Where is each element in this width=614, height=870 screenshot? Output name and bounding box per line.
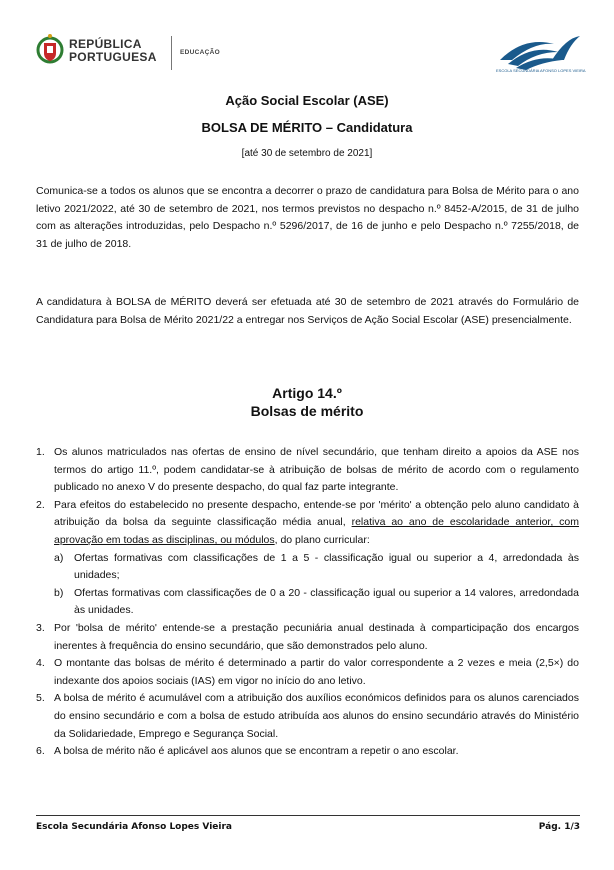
article-number: Artigo 14.º xyxy=(272,385,342,401)
header-divider xyxy=(171,36,172,70)
doc-deadline: [até 30 de setembro de 2021] xyxy=(241,148,373,159)
list-item: 1. Os alunos matriculados nas ofertas de ensino de nível secundário, que tenham direito a apoios da ASE nos termos do artigo 11.º, podem candidatar-se à atribuição de bolsas de mérito de acordo com o regulamento publicado no anexo V do presente despacho, do qual faz parte integrante. xyxy=(36,446,579,494)
list-item: 4. O montante das bolsas de mérito é determinado a partir do valor correspondente a 2 vezes e meia (2,5×) do indexante dos apoios sociais (IAS) em vigor no início do ano letivo. xyxy=(36,657,579,687)
sub-list-item: b) Ofertas formativas com classificações de 0 a 20 - classificação igual ou superior a 14 valores, arredondada às unidades. xyxy=(54,586,579,617)
doc-subtitle: BOLSA DE MÉRITO – Candidatura xyxy=(201,120,413,135)
republic-logo-text: REPÚBLICA PORTUGUESA xyxy=(69,37,157,64)
portuguese-crest-icon xyxy=(36,33,64,69)
underlined-text: relativa ao ano de escolaridade anterior, com aprovação em todas as disciplinas, ou módulos xyxy=(54,516,579,546)
list-item: 6. A bolsa de mérito não é aplicável aos alunos que se encontram a repetir o ano escolar. xyxy=(36,745,459,758)
sub-list-item: a) Ofertas formativas com classificações de 1 a 5 - classificação igual ou superior a 4, arredondada às unidades; xyxy=(54,551,579,582)
intro-paragraph-2: A candidatura à BOLSA de MÉRITO deverá ser efetuada até 30 de setembro de 2021 através do Formulário de Candidatura para Bolsa de Mérito 2021/22 a entregar nos Serviços de Ação Social Escolar (ASE) presencialmente. xyxy=(36,296,579,326)
article-heading: Bolsas de mérito xyxy=(250,403,364,419)
footer-school: Escola Secundária Afonso Lopes Vieira xyxy=(36,822,232,832)
list-item: 5. A bolsa de mérito é acumulável com a atribuição dos auxílios económicos definidos para os alunos carenciados do ensino secundário e com a bolsa de estudo atribuída aos alunos do ensino secundário através do Ministério da Solidariedade, Emprego e Segurança Social. xyxy=(36,692,579,740)
doc-title: Ação Social Escolar (ASE) xyxy=(225,93,389,108)
ministry-label: EDUCAÇÃO xyxy=(180,49,220,56)
page-header xyxy=(0,0,614,80)
list-item: 2. Para efeitos do estabelecido no presente despacho, entende-se por 'mérito' a obtenção pelo aluno candidato à atribuição da bolsa da seguinte classificação média anual, relativa ao ano de escolaridade anterior, com aprovação em todas as disciplinas, ou módulos, do plano curricular: a) Ofertas formativas com classificações de 1 a 5 - classificação igual ou superior a 4, arredondada às unidades; b) Ofertas formativas com classificações de 0 a 20 - classificação igual ou superior a 14 valores, arredondada às unidades. xyxy=(36,497,579,620)
list-item: 3. Por 'bolsa de mérito' entende-se a prestação pecuniária anual destinada à comparticipação dos encargos inerentes à frequência do ensino secundário, que são demonstrados pelo aluno. xyxy=(36,621,579,652)
footer-divider xyxy=(36,815,580,816)
intro-paragraph-1: Comunica-se a todos os alunos que se encontra a decorrer o prazo de candidatura para Bolsa de Mérito para o ano letivo 2021/2022, até 30 de setembro de 2021, nos termos previstos no despacho n.º 8452-A/2015, de 31 de julho com as alterações introduzidas, pelo Despacho n.º 5296/2017, de 16 de junho e pelo Despacho n.º 7255/2018, de 31 de julho de 2018. xyxy=(36,185,579,250)
footer-page-number: Pág. 1/3 xyxy=(538,822,580,832)
article-list xyxy=(36,444,579,761)
school-logo-text: ESCOLA SECUNDÁRIA AFONSO LOPES VIEIRA xyxy=(496,68,586,73)
